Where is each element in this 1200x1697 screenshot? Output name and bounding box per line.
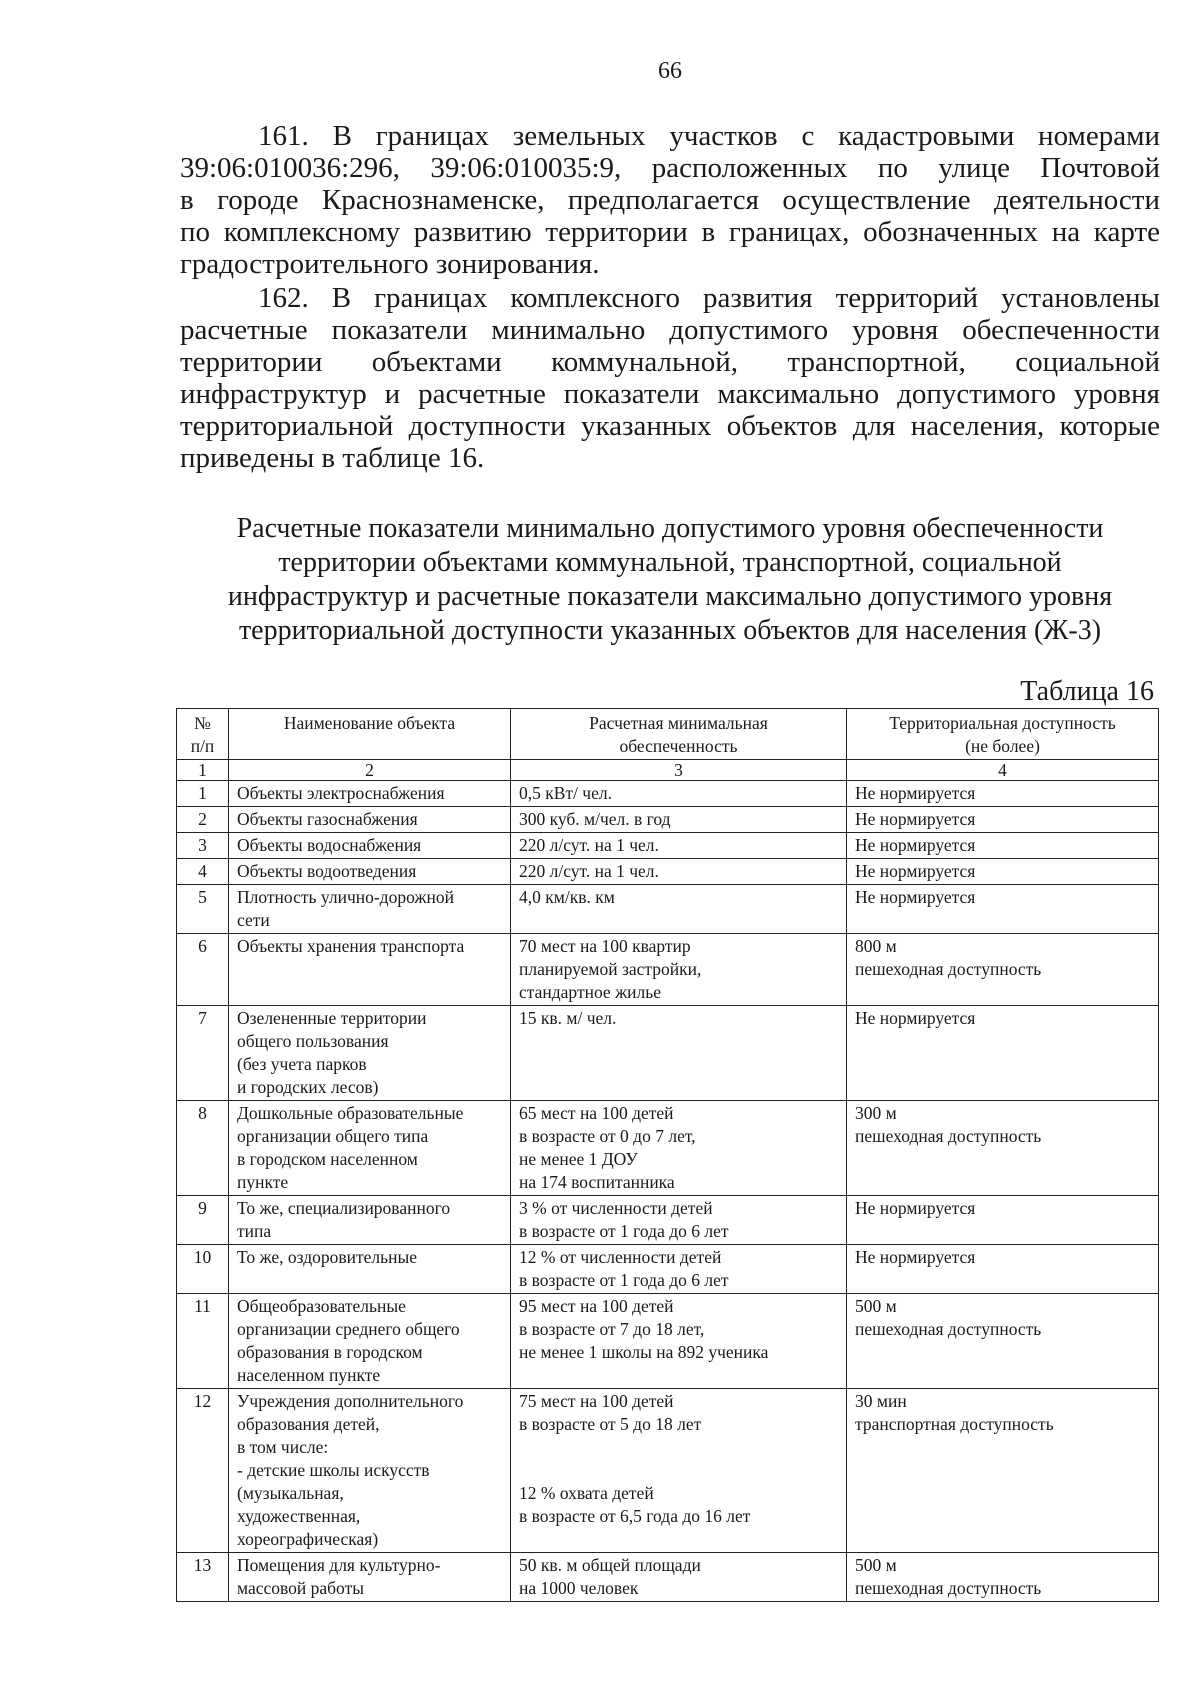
table-row	[177, 1553, 1159, 1602]
cell-line: 70 мест на 100 квартир	[519, 936, 691, 956]
cell-line: Не нормируется	[855, 861, 976, 881]
header-line: Наименование объекта	[283, 713, 456, 733]
access-cell	[847, 1553, 1159, 1602]
caption-line: инфраструктур и расчетные показатели максимально допустимого уровня	[227, 581, 1113, 612]
row-number: 3	[177, 833, 229, 859]
cell-line: Общеобразовательные	[237, 1296, 406, 1316]
table-row	[177, 807, 1159, 833]
provision-cell	[511, 1006, 847, 1101]
cell-line: 15 кв. м/ чел.	[519, 1008, 617, 1028]
cell-line: Объекты электроснабжения	[237, 783, 445, 803]
cell-line: пешеходная доступность	[855, 959, 1042, 979]
provision-cell	[511, 1553, 847, 1602]
cell-line: населенном пункте	[237, 1365, 381, 1385]
cell-line: Не нормируется	[855, 835, 976, 855]
paragraph-line: 161. В границах земельных участков с кадастровыми номерами	[258, 120, 1160, 152]
object-name-cell	[229, 833, 511, 859]
cell-line: 220 л/сут. на 1 чел.	[519, 861, 659, 881]
provision-cell	[511, 1101, 847, 1196]
object-name-cell	[229, 934, 511, 1006]
paragraph-161	[180, 120, 1160, 280]
cell-line: 65 мест на 100 детей	[519, 1103, 674, 1123]
provision-cell	[511, 833, 847, 859]
cell-line: на 1000 человек	[519, 1578, 639, 1598]
cell-line: и городских лесов)	[237, 1077, 379, 1097]
table-row	[177, 1245, 1159, 1294]
cell-line: типа	[237, 1221, 272, 1241]
table-row	[177, 833, 1159, 859]
table-row	[177, 1389, 1159, 1553]
cell-line: Объекты водоснабжения	[237, 835, 422, 855]
table-row	[177, 885, 1159, 934]
provision-cell	[511, 807, 847, 833]
cell-line: планируемой застройки,	[519, 959, 702, 979]
object-name-cell	[229, 1006, 511, 1101]
table-row	[177, 1101, 1159, 1196]
column-index: 2	[229, 760, 511, 781]
cell-line: 95 мест на 100 детей	[519, 1296, 674, 1316]
table-body	[177, 781, 1159, 1602]
cell-line: в городском населенном	[237, 1149, 418, 1169]
paragraph-line: территориальной доступности указанных объектов для населения, которые	[180, 410, 1160, 442]
cell-line: пункте	[237, 1172, 289, 1192]
provision-cell	[511, 1294, 847, 1389]
cell-line: в возрасте от 1 года до 6 лет	[519, 1221, 729, 1241]
paragraph-line: территории объектами коммунальной, транспортной, социальной	[180, 346, 1160, 378]
cell-line: пешеходная доступность	[855, 1126, 1042, 1146]
cell-line: Не нормируется	[855, 887, 976, 907]
header-provision	[511, 709, 847, 760]
object-name-cell	[229, 1294, 511, 1389]
table-row	[177, 1196, 1159, 1245]
cell-line: пешеходная доступность	[855, 1319, 1042, 1339]
header-line: обеспеченность	[619, 736, 738, 756]
column-index: 3	[511, 760, 847, 781]
paragraph-line: 39:06:010036:296, 39:06:010035:9, расположенных по улице Почтовой	[180, 152, 1160, 184]
cell-line: Объекты газоснабжения	[237, 809, 418, 829]
cell-line: на 174 воспитанника	[519, 1172, 675, 1192]
cell-line: 300 куб. м/чел. в год	[519, 809, 671, 829]
cell-line: Озелененные территории	[237, 1008, 427, 1028]
cell-line: 75 мест на 100 детей	[519, 1391, 674, 1411]
cell-line: организации общего типа	[237, 1126, 429, 1146]
access-cell	[847, 859, 1159, 885]
header-line: п/п	[190, 736, 215, 756]
row-number: 10	[177, 1245, 229, 1294]
cell-line: транспортная доступность	[855, 1414, 1054, 1434]
row-number: 5	[177, 885, 229, 934]
cell-line: в возрасте от 5 до 18 лет	[519, 1414, 702, 1434]
cell-line: 300 м	[855, 1103, 897, 1123]
cell-line: 12 % охвата детей	[519, 1483, 654, 1503]
paragraph-line: в городе Краснознаменске, предполагается осуществление деятельности	[180, 184, 1160, 216]
cell-line: 12 % от численности детей	[519, 1247, 722, 1267]
header-line: Расчетная минимальная	[589, 713, 768, 733]
provision-cell	[511, 885, 847, 934]
table-row	[177, 934, 1159, 1006]
header-line: №	[194, 713, 211, 733]
header-access	[847, 709, 1159, 760]
provision-cell	[511, 934, 847, 1006]
cell-line: То же, специализированного	[237, 1198, 451, 1218]
row-number: 11	[177, 1294, 229, 1389]
header-line: (не более)	[965, 736, 1040, 756]
row-number: 6	[177, 934, 229, 1006]
cell-line: сети	[237, 910, 270, 930]
object-name-cell	[229, 781, 511, 807]
cell-line: художественная,	[237, 1506, 361, 1526]
cell-line: Не нормируется	[855, 1008, 976, 1028]
header-line: Территориальная доступность	[889, 713, 1116, 733]
cell-line: Не нормируется	[855, 809, 976, 829]
row-number: 8	[177, 1101, 229, 1196]
row-number: 1	[177, 781, 229, 807]
access-cell	[847, 885, 1159, 934]
object-name-cell	[229, 859, 511, 885]
column-index: 1	[177, 760, 229, 781]
row-number: 4	[177, 859, 229, 885]
cell-line: не менее 1 школы на 892 ученика	[519, 1342, 769, 1362]
object-name-cell	[229, 1196, 511, 1245]
table-header-row	[177, 709, 1159, 760]
object-name-cell	[229, 1553, 511, 1602]
row-number: 9	[177, 1196, 229, 1245]
cell-line: Не нормируется	[855, 1198, 976, 1218]
cell-line: в возрасте от 7 до 18 лет,	[519, 1319, 705, 1339]
row-number: 7	[177, 1006, 229, 1101]
cell-line: в возрасте от 6,5 года до 16 лет	[519, 1506, 751, 1526]
access-cell	[847, 1006, 1159, 1101]
access-cell	[847, 1196, 1159, 1245]
cell-line: не менее 1 ДОУ	[519, 1149, 638, 1169]
paragraph-162	[180, 282, 1160, 474]
cell-line: в возрасте от 0 до 7 лет,	[519, 1126, 696, 1146]
paragraph-line: градостроительного зонирования.	[180, 248, 600, 280]
header-num	[177, 709, 229, 760]
caption-line: территории объектами коммунальной, транспортной, социальной	[278, 547, 1062, 578]
access-cell	[847, 1294, 1159, 1389]
caption-line: Расчетные показатели минимально допустимого уровня обеспеченности	[236, 513, 1104, 544]
cell-line: образования детей,	[237, 1414, 380, 1434]
paragraph-line: по комплексному развитию территории в границах, обозначенных на карте	[180, 216, 1160, 248]
cell-line: хореографическая)	[237, 1529, 379, 1549]
paragraph-line: 162. В границах комплексного развития территорий установлены	[258, 282, 1160, 314]
access-cell	[847, 833, 1159, 859]
object-name-cell	[229, 1389, 511, 1553]
cell-line: 500 м	[855, 1555, 897, 1575]
cell-line: 30 мин	[855, 1391, 907, 1411]
cell-line: - детские школы искусств	[237, 1460, 430, 1480]
cell-line: 0,5 кВт/ чел.	[519, 783, 612, 803]
cell-line: общего пользования	[237, 1031, 389, 1051]
row-number: 12	[177, 1389, 229, 1553]
object-name-cell	[229, 1101, 511, 1196]
access-cell	[847, 1101, 1159, 1196]
row-number: 2	[177, 807, 229, 833]
header-name	[229, 709, 511, 760]
cell-line: Дошкольные образовательные	[237, 1103, 464, 1123]
cell-line: Учреждения дополнительного	[237, 1391, 464, 1411]
access-cell	[847, 807, 1159, 833]
page-number: 66	[658, 58, 682, 84]
object-name-cell	[229, 1245, 511, 1294]
table-row	[177, 859, 1159, 885]
cell-line: Помещения для культурно-	[237, 1555, 441, 1575]
paragraph-line: приведены в таблице 16.	[180, 442, 485, 474]
provision-cell	[511, 859, 847, 885]
access-cell	[847, 1245, 1159, 1294]
object-name-cell	[229, 885, 511, 934]
cell-line: (музыкальная,	[237, 1483, 344, 1503]
paragraph-line: инфраструктур и расчетные показатели максимально допустимого уровня	[180, 378, 1160, 410]
object-name-cell	[229, 807, 511, 833]
cell-line: Не нормируется	[855, 783, 976, 803]
cell-line: То же, оздоровительные	[237, 1247, 418, 1267]
row-number: 13	[177, 1553, 229, 1602]
cell-line: 4,0 км/кв. км	[519, 887, 615, 907]
cell-line: пешеходная доступность	[855, 1578, 1042, 1598]
cell-line: 3 % от численности детей	[519, 1198, 713, 1218]
provision-cell	[511, 1196, 847, 1245]
access-cell	[847, 934, 1159, 1006]
cell-line: в том числе:	[237, 1437, 329, 1457]
provision-cell	[511, 1245, 847, 1294]
table-caption	[180, 512, 1160, 648]
table-row	[177, 781, 1159, 807]
cell-line: 500 м	[855, 1296, 897, 1316]
access-cell	[847, 781, 1159, 807]
provision-cell	[511, 1389, 847, 1553]
cell-line: Не нормируется	[855, 1247, 976, 1267]
cell-line: в возрасте от 1 года до 6 лет	[519, 1270, 729, 1290]
cell-line: 800 м	[855, 936, 897, 956]
cell-line: стандартное жилье	[519, 982, 662, 1002]
table-row	[177, 1006, 1159, 1101]
cell-line: Плотность улично-дорожной	[237, 887, 454, 907]
cell-line: массовой работы	[237, 1578, 364, 1598]
column-index-row	[177, 760, 1159, 781]
provision-cell	[511, 781, 847, 807]
table-row	[177, 1294, 1159, 1389]
table-16	[176, 708, 1159, 1602]
table-label: Таблица 16	[1020, 676, 1154, 707]
cell-line: организации среднего общего	[237, 1319, 460, 1339]
cell-line: (без учета парков	[237, 1054, 367, 1074]
cell-line: 50 кв. м общей площади	[519, 1555, 701, 1575]
cell-line: 220 л/сут. на 1 чел.	[519, 835, 659, 855]
cell-line: образования в городском	[237, 1342, 423, 1362]
column-index: 4	[847, 760, 1159, 781]
cell-line: Объекты водоотведения	[237, 861, 417, 881]
paragraph-line: расчетные показатели минимально допустимого уровня обеспеченности	[180, 314, 1160, 346]
cell-line: Объекты хранения транспорта	[237, 936, 465, 956]
access-cell	[847, 1389, 1159, 1553]
caption-line: территориальной доступности указанных объектов для населения (Ж-3)	[238, 615, 1102, 646]
